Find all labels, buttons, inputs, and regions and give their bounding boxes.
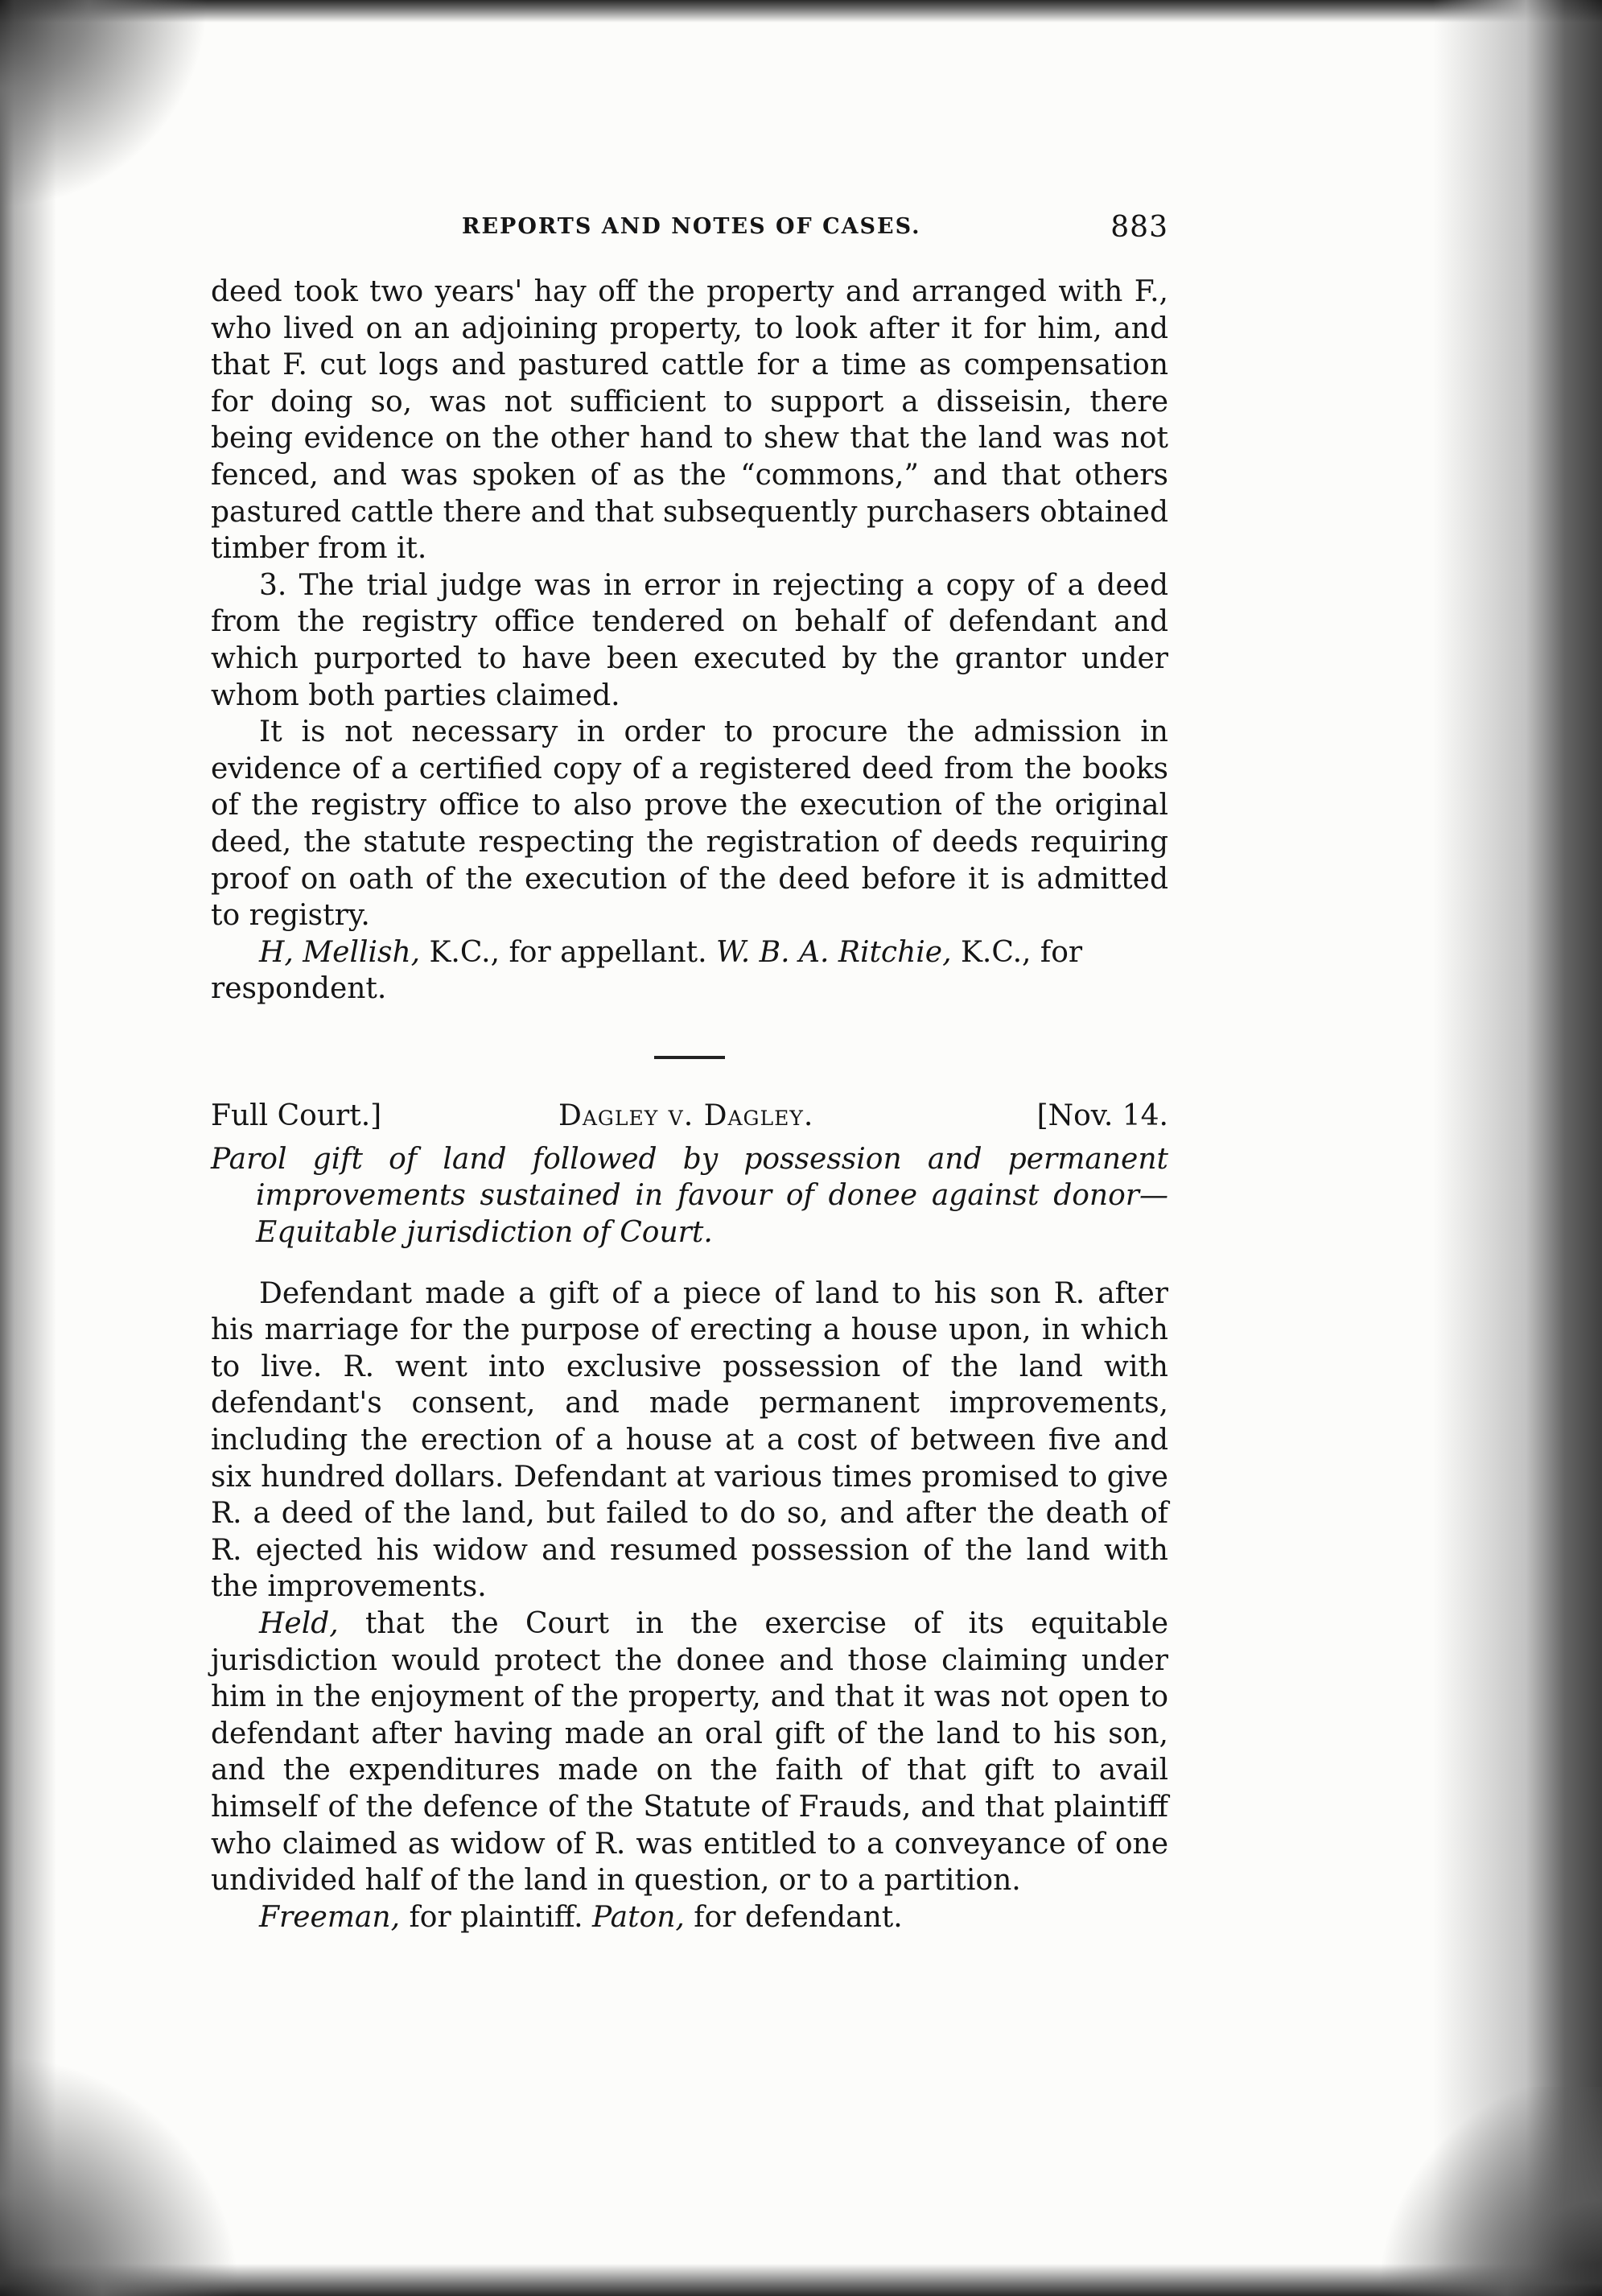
appellant-counsel-name: H, Mellish, xyxy=(259,935,421,969)
case-heading xyxy=(211,1099,1168,1140)
paragraph-disseisin: deed took two years' hay off the property and arranged with F., who lived on an adjoining property, to look after it for him, and that F. cut logs and pastured cattle for a time as compensation for doing so, was not sufficient to support a disseisin, there being evidence on the other hand to shew that the land was not fenced, and was spoken of as the “commons,” and that others pastured cattle there and that subsequently purchasers obtained timber from it. xyxy=(211,275,1168,566)
appellant-counsel-role: K.C., for appellant. xyxy=(420,935,717,969)
plaintiff-counsel-name: Freeman, xyxy=(259,1900,401,1934)
running-head-title: REPORTS AND NOTES OF CASES. xyxy=(462,214,921,239)
scan-corner-bottom-right xyxy=(1361,2087,1602,2296)
held-label: Held, xyxy=(259,1607,339,1640)
case-headnote: Parol gift of land followed by possession and permanent improvements sustained in favour of donee against donor—Equitable jurisdiction of Court. xyxy=(211,1142,1168,1250)
paragraph-held xyxy=(211,1606,1168,1899)
paragraph-certified-copy: It is not necessary in order to procure the admission in evidence of a certified copy of a registered deed from the books of the registry office to also prove the execution of the original deed, the statute respecting the registration of deeds requiring proof on oath of the execution of the deed before it is admitted to registry. xyxy=(211,715,1168,933)
previous-case-continuation xyxy=(211,274,1168,1008)
running-head xyxy=(211,211,1168,249)
scan-edge-top xyxy=(0,0,1602,23)
scan-edge-right xyxy=(1433,0,1602,2296)
respondent-counsel-name: W. B. A. Ritchie, xyxy=(716,935,952,969)
defendant-counsel-name: Paton, xyxy=(592,1900,685,1934)
scan-corner-bottom-left xyxy=(0,2055,241,2296)
counsel-line xyxy=(211,934,1168,1008)
plaintiff-counsel-role: for plaintiff. xyxy=(400,1900,593,1934)
scan-edge-left xyxy=(0,0,56,2296)
paragraph-point-3: 3. The trial judge was in error in rejecting a copy of a deed from the registry office tendered on behalf of defendant and which purported to have been executed by the grantor under whom both parties claimed. xyxy=(211,568,1168,712)
case-dagley xyxy=(211,1099,1168,1935)
respondent-counsel-role: K.C., for respondent. xyxy=(211,935,1083,1006)
text-column xyxy=(211,211,1168,1935)
held-text: that the Court in the exercise of its equitable jurisdiction would protect the donee and those claiming under him in the enjoyment of the property, and that it was not open to defendant after having made an oral gift of the land to his son, and the expenditures made on the faith of that gift to avail himself of the defence of the Statute of Frauds, and that plaintiff who claimed as widow of R. was entitled to a conveyance of one undivided half of the land in question, or to a partition. xyxy=(211,1607,1168,1898)
case-court: Full Court.] xyxy=(211,1099,382,1132)
case-date: [Nov. 14. xyxy=(1036,1099,1168,1132)
defendant-counsel-role: for defendant. xyxy=(684,1900,903,1934)
page-number: 883 xyxy=(1110,211,1168,244)
counsel-line-dagley xyxy=(211,1899,1168,1936)
case-divider-rule xyxy=(654,1056,725,1059)
case-title: Dagley v. Dagley. xyxy=(558,1099,814,1132)
scan-corner-top-left xyxy=(0,0,209,209)
paragraph-facts: Defendant made a gift of a piece of land to his son R. after his marriage for the purpose of erecting a house upon, in which to live. R. went into exclusive possession of the land with defendant's consent, and made permanent improvements, including the erection of a house at a cost of between five and six hundred dollars. Defendant at various times promised to give R. a deed of the land, but failed to do so, and after the death of R. ejected his widow and resumed possession of the land with the improvements. xyxy=(211,1276,1168,1604)
